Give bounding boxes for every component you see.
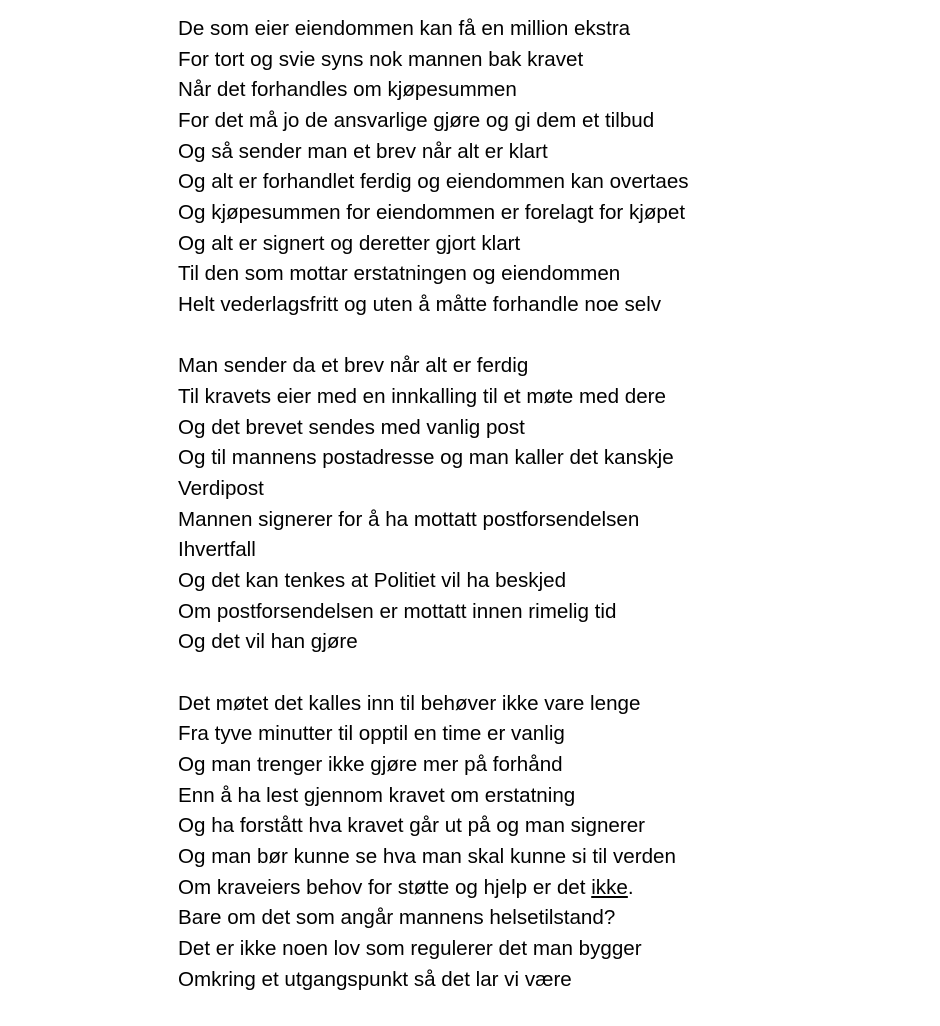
text-line: Og så sender man et brev når alt er klart (178, 139, 548, 163)
text-line: Mannen signerer for å ha mottatt postforsendelsen (178, 507, 640, 531)
text-line: De som eier eiendommen kan få en million ekstra (178, 17, 631, 40)
text-line: Enn å ha lest gjennom kravet om erstatning (178, 783, 576, 807)
text-line: Man sender da et brev når alt er ferdig (178, 354, 529, 378)
stanza-2 (178, 351, 689, 658)
text-line: For det må jo de ansvarlige gjøre og gi dem et tilbud (178, 109, 655, 133)
text-line: Ihvertfall (178, 538, 256, 562)
text-line: Til kravets eier med en innkalling til et møte med dere (178, 385, 666, 409)
text-line: Til den som mottar erstatningen og eiendommen (178, 262, 621, 286)
text-line: Og man bør kunne se hva man skal kunne si til verden (178, 845, 676, 869)
stanza-3 (178, 689, 689, 996)
text-line: Og det brevet sendes med vanlig post (178, 415, 525, 439)
text-line: Det er ikke noen lov som regulerer det man bygger (178, 937, 642, 961)
text-line: Og ha forstått hva kravet går ut på og man signerer (178, 814, 646, 838)
text-line: Og man trenger ikke gjøre mer på forhånd (178, 753, 563, 777)
text-line: Og det vil han gjøre (178, 630, 358, 654)
text-line: Og alt er forhandlet ferdig og eiendommen kan overtaes (178, 170, 689, 194)
text-segment: Om kraveiers behov for støtte og hjelp er det (178, 875, 592, 899)
text-line: Fra tyve minutter til opptil en time er vanlig (178, 722, 565, 746)
stanza-1 (178, 14, 689, 321)
text-line: For tort og svie syns nok mannen bak kravet (178, 47, 584, 71)
text-line: Det møtet det kalles inn til behøver ikke vare lenge (178, 691, 641, 715)
text-line: Når det forhandles om kjøpesummen (178, 78, 517, 102)
document-body (178, 14, 689, 1026)
text-segment: . (627, 875, 634, 899)
text-line-underlined (178, 873, 689, 904)
underlined-word: ikke (591, 875, 628, 899)
text-line: Helt vederlagsfritt og uten å måtte forhandle noe selv (178, 293, 662, 317)
text-line: Verdipost (178, 477, 264, 501)
text-line: Og til mannens postadresse og man kaller det kanskje (178, 446, 674, 470)
text-line: Omkring et utgangspunkt så det lar vi være (178, 967, 572, 991)
text-line: Bare om det som angår mannens helsetilstand? (178, 906, 616, 930)
text-line: Og alt er signert og deretter gjort klart (178, 231, 521, 255)
text-line: Og kjøpesummen for eiendommen er forelagt for kjøpet (178, 201, 686, 225)
text-line: Om postforsendelsen er mottatt innen rimelig tid (178, 599, 617, 623)
text-line: Og det kan tenkes at Politiet vil ha beskjed (178, 569, 567, 593)
